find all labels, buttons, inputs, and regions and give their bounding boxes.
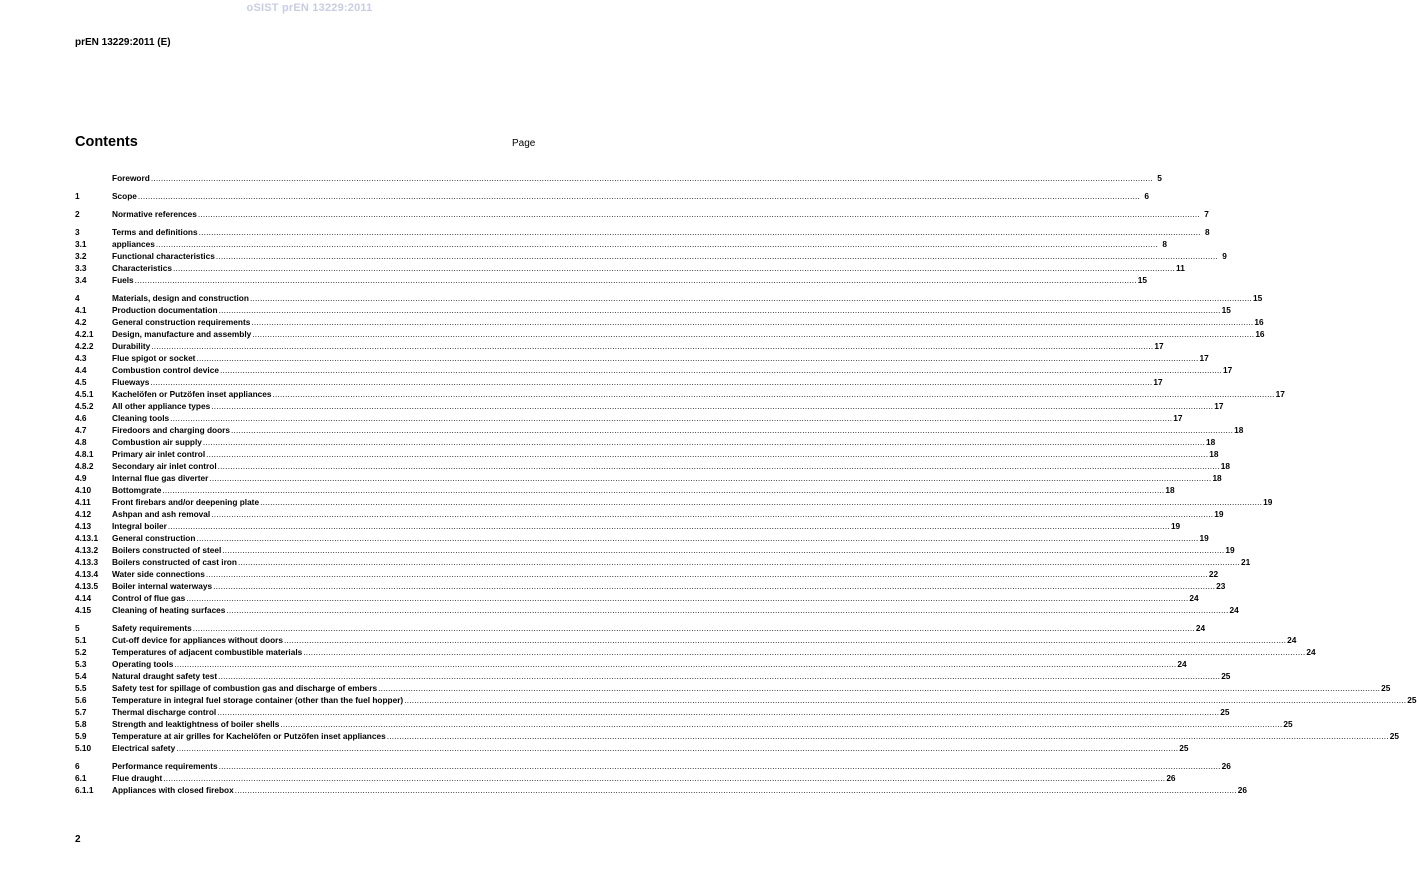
- toc-entry-page: 25: [1389, 731, 1400, 741]
- toc-entry-number: 4.11: [75, 497, 91, 507]
- toc-dot-leader: ................................................................................................................................................................................................................................................................................................................................................................................................................: [186, 593, 1189, 603]
- toc-dot-leader: ................................................................................................................................................................................................................................................................................................................................................................................................................: [198, 227, 1201, 237]
- toc-entry-number: 4.13.4: [75, 569, 99, 579]
- toc-entry-page: 18: [1205, 437, 1216, 447]
- toc-entry-page: 17: [1214, 401, 1224, 411]
- toc-entry[interactable]: [75, 238, 1167, 250]
- toc-entry[interactable]: [75, 226, 1210, 238]
- toc-entry-page: 9: [1222, 251, 1227, 261]
- toc-dot-leader: ................................................................................................................................................................................................................................................................................................................................................................................................................: [206, 449, 1209, 459]
- toc-entry[interactable]: [75, 556, 1251, 568]
- toc-entry-number: 4.3: [75, 353, 87, 363]
- toc-entry-number: 5.2: [75, 647, 87, 657]
- toc-entry[interactable]: [75, 250, 1227, 262]
- toc-entry[interactable]: [75, 364, 1233, 376]
- toc-entry-title: Operating tools: [112, 659, 174, 669]
- toc-entry-page: 15: [1253, 293, 1263, 303]
- toc-entry-page: 18: [1209, 449, 1219, 459]
- toc-entry-title: Flueways: [112, 377, 150, 387]
- toc-entry-title: Fuels: [112, 275, 134, 285]
- toc-entry-number: 4.1: [75, 305, 87, 315]
- toc-entry-page: 18: [1212, 473, 1222, 483]
- toc-entry-page: 17: [1223, 365, 1233, 375]
- toc-entry-title: Terms and definitions: [112, 227, 198, 237]
- toc-entry-page: 15: [1221, 305, 1231, 315]
- toc-entry[interactable]: [75, 742, 1189, 754]
- toc-dot-leader: ................................................................................................................................................................................................................................................................................................................................................................................................................: [174, 659, 1177, 669]
- toc-entry-number: 5.8: [75, 719, 87, 729]
- toc-dot-leader: ................................................................................................................................................................................................................................................................................................................................................................................................................: [162, 485, 1165, 495]
- toc-entry-title: Electrical safety: [112, 743, 176, 753]
- toc-entry-number: 6.1.1: [75, 785, 94, 795]
- toc-entry[interactable]: [75, 622, 1206, 634]
- toc-entry-page: 8: [1205, 227, 1210, 237]
- toc-dot-leader: ................................................................................................................................................................................................................................................................................................................................................................................................................: [249, 293, 1252, 303]
- toc-dot-leader: ................................................................................................................................................................................................................................................................................................................................................................................................................: [134, 275, 1137, 285]
- toc-entry-title: Safety test for spillage of combustion gas and discharge of embers: [112, 683, 378, 693]
- toc-dot-leader: ................................................................................................................................................................................................................................................................................................................................................................................................................: [197, 209, 1200, 219]
- toc-entry-number: 3: [75, 227, 80, 237]
- toc-entry[interactable]: [75, 730, 1400, 742]
- toc-entry-number: 4.4: [75, 365, 87, 375]
- toc-dot-leader: ................................................................................................................................................................................................................................................................................................................................................................................................................: [167, 521, 1170, 531]
- toc-dot-leader: ................................................................................................................................................................................................................................................................................................................................................................................................................: [196, 533, 1199, 543]
- toc-entry[interactable]: [75, 496, 1273, 508]
- toc-entry[interactable]: [75, 424, 1244, 436]
- toc-dot-leader: ................................................................................................................................................................................................................................................................................................................................................................................................................: [213, 581, 1216, 591]
- toc-entry-number: 1: [75, 191, 80, 201]
- toc-entry-title: Firedoors and charging doors: [112, 425, 231, 435]
- toc-entry-title: Cleaning of heating surfaces: [112, 605, 226, 615]
- toc-entry[interactable]: [75, 484, 1175, 496]
- toc-dot-leader: ................................................................................................................................................................................................................................................................................................................................................................................................................: [234, 785, 1237, 795]
- toc-dot-leader: ................................................................................................................................................................................................................................................................................................................................................................................................................: [150, 377, 1153, 387]
- toc-entry-page: 18: [1165, 485, 1175, 495]
- toc-entry-title: Combustion air supply: [112, 437, 202, 447]
- toc-dot-leader: ................................................................................................................................................................................................................................................................................................................................................................................................................: [176, 743, 1179, 753]
- toc-entry[interactable]: [75, 670, 1231, 682]
- toc-entry-page: 26: [1237, 785, 1248, 795]
- toc-entry[interactable]: [75, 436, 1216, 448]
- toc-dot-leader: ................................................................................................................................................................................................................................................................................................................................................................................................................: [150, 173, 1153, 183]
- toc-dot-leader: ................................................................................................................................................................................................................................................................................................................................................................................................................: [378, 683, 1381, 693]
- toc-entry[interactable]: [75, 706, 1230, 718]
- toc-entry-number: 4.8.1: [75, 449, 94, 459]
- toc-entry-page: 24: [1177, 659, 1187, 669]
- toc-entry-title: Bottomgrate: [112, 485, 162, 495]
- toc-entry[interactable]: [75, 532, 1209, 544]
- toc-entry-page: 26: [1221, 761, 1231, 771]
- toc-entry-title: Natural draught safety test: [112, 671, 218, 681]
- toc-dot-leader: ................................................................................................................................................................................................................................................................................................................................................................................................................: [151, 341, 1154, 351]
- toc-dot-leader: ................................................................................................................................................................................................................................................................................................................................................................................................................: [260, 497, 1263, 507]
- toc-entry-number: 4.13.2: [75, 545, 99, 555]
- toc-entry-page: 17: [1154, 341, 1164, 351]
- toc-entry-page: 7: [1204, 209, 1209, 219]
- toc-entry-title: Boilers constructed of cast iron: [112, 557, 237, 567]
- toc-dot-leader: ................................................................................................................................................................................................................................................................................................................................................................................................................: [192, 623, 1195, 633]
- toc-entry-page: 22: [1208, 569, 1219, 579]
- toc-entry[interactable]: [75, 172, 1162, 184]
- toc-entry-title: Safety requirements: [112, 623, 192, 633]
- contents-heading: Contents: [75, 134, 138, 150]
- toc-entry-number: 6.1: [75, 773, 87, 783]
- toc-entry-page: 26: [1166, 773, 1176, 783]
- toc-entry-title: Flue spigot or socket: [112, 353, 196, 363]
- toc-dot-leader: ................................................................................................................................................................................................................................................................................................................................................................................................................: [218, 761, 1221, 771]
- toc-entry[interactable]: [75, 580, 1226, 592]
- toc-entry[interactable]: [75, 718, 1293, 730]
- toc-entry[interactable]: [75, 412, 1183, 424]
- toc-entry-title: Temperatures of adjacent combustible materials: [112, 647, 303, 657]
- toc-entry[interactable]: [75, 340, 1164, 352]
- toc-dot-leader: ................................................................................................................................................................................................................................................................................................................................................................................................................: [202, 437, 1205, 447]
- toc-entry[interactable]: [75, 352, 1209, 364]
- toc-entry-page: 19: [1199, 533, 1209, 543]
- toc-dot-leader: ................................................................................................................................................................................................................................................................................................................................................................................................................: [215, 251, 1218, 261]
- toc-dot-leader: ................................................................................................................................................................................................................................................................................................................................................................................................................: [155, 239, 1158, 249]
- toc-entry-page: 24: [1189, 593, 1199, 603]
- toc-dot-leader: ................................................................................................................................................................................................................................................................................................................................................................................................................: [226, 605, 1229, 615]
- toc-dot-leader: ................................................................................................................................................................................................................................................................................................................................................................................................................: [222, 545, 1225, 555]
- toc-dot-leader: ................................................................................................................................................................................................................................................................................................................................................................................................................: [209, 473, 1212, 483]
- toc-entry-number: 3.4: [75, 275, 87, 285]
- toc-entry-page: 25: [1221, 671, 1231, 681]
- toc-dot-leader: ................................................................................................................................................................................................................................................................................................................................................................................................................: [386, 731, 1389, 741]
- toc-entry-number: 4.2.1: [75, 329, 94, 339]
- toc-dot-leader: ................................................................................................................................................................................................................................................................................................................................................................................................................: [217, 461, 1220, 471]
- toc-entry-number: 5.4: [75, 671, 87, 681]
- toc-entry[interactable]: [75, 388, 1285, 400]
- toc-entry-title: Boiler internal waterways: [112, 581, 213, 591]
- toc-entry-number: 4.13.1: [75, 533, 99, 543]
- toc-dot-leader: ................................................................................................................................................................................................................................................................................................................................................................................................................: [211, 509, 1214, 519]
- page-number: 2: [75, 834, 81, 845]
- toc-dot-leader: ................................................................................................................................................................................................................................................................................................................................................................................................................: [280, 719, 1283, 729]
- toc-entry-number: 4.13.3: [75, 557, 99, 567]
- toc-entry-number: 3.1: [75, 239, 87, 249]
- toc-entry[interactable]: [75, 544, 1235, 556]
- toc-entry[interactable]: [75, 460, 1230, 472]
- toc-dot-leader: ................................................................................................................................................................................................................................................................................................................................................................................................................: [170, 413, 1173, 423]
- toc-entry-title: Strength and leaktightness of boiler shells: [112, 719, 280, 729]
- toc-entry-page: 18: [1234, 425, 1244, 435]
- page-column-label: Page: [512, 138, 536, 149]
- toc-entry-number: 5.10: [75, 743, 92, 753]
- toc-dot-leader: ................................................................................................................................................................................................................................................................................................................................................................................................................: [404, 695, 1407, 705]
- toc-entry-number: 5.6: [75, 695, 87, 705]
- toc-entry-title: Cleaning tools: [112, 413, 170, 423]
- toc-entry-page: 24: [1195, 623, 1206, 633]
- toc-entry[interactable]: [75, 784, 1248, 796]
- toc-entry-title: Materials, design and construction: [112, 293, 249, 303]
- toc-entry-page: 8: [1162, 239, 1167, 249]
- toc-entry[interactable]: [75, 634, 1297, 646]
- toc-entry[interactable]: [75, 274, 1147, 286]
- toc-dot-leader: ................................................................................................................................................................................................................................................................................................................................................................................................................: [303, 647, 1306, 657]
- toc-entry-number: 4.2.2: [75, 341, 94, 351]
- toc-entry-title: Water side connections: [112, 569, 205, 579]
- toc-entry-number: 5.3: [75, 659, 87, 669]
- document-id: prEN 13229:2011 (E): [75, 37, 171, 48]
- toc-entry-number: 4.5: [75, 377, 87, 387]
- toc-entry-page: 11: [1176, 263, 1185, 273]
- toc-entry[interactable]: [75, 304, 1231, 316]
- toc-dot-leader: ................................................................................................................................................................................................................................................................................................................................................................................................................: [172, 263, 1176, 273]
- toc-entry-title: General construction requirements: [112, 317, 251, 327]
- toc-entry-title: Appliances with closed firebox: [112, 785, 234, 795]
- toc-entry-title: All other appliance types: [112, 401, 211, 411]
- toc-entry-number: 4.13: [75, 521, 92, 531]
- toc-entry-number: 4.2: [75, 317, 87, 327]
- toc-entry-page: 19: [1170, 521, 1181, 531]
- toc-entry-page: 25: [1407, 695, 1417, 705]
- toc-entry-title: Foreword: [112, 173, 150, 183]
- toc-entry-number: 5.9: [75, 731, 87, 741]
- toc-entry[interactable]: [75, 262, 1185, 274]
- table-of-contents: [75, 172, 1417, 796]
- toc-dot-leader: ................................................................................................................................................................................................................................................................................................................................................................................................................: [196, 353, 1199, 363]
- toc-entry-number: 2: [75, 209, 80, 219]
- toc-entry-page: 25: [1179, 743, 1189, 753]
- toc-entry-page: 25: [1381, 683, 1391, 693]
- toc-entry-title: General construction: [112, 533, 196, 543]
- toc-entry-title: Cut-off device for appliances without doors: [112, 635, 284, 645]
- toc-dot-leader: ................................................................................................................................................................................................................................................................................................................................................................................................................: [284, 635, 1287, 645]
- toc-entry[interactable]: [75, 208, 1209, 220]
- toc-entry-title: Design, manufacture and assembly: [112, 329, 252, 339]
- toc-entry-page: 23: [1216, 581, 1226, 591]
- toc-entry-page: 19: [1225, 545, 1235, 555]
- toc-entry-page: 21: [1241, 557, 1251, 567]
- toc-entry-number: 4.6: [75, 413, 87, 423]
- toc-entry-number: 4.8.2: [75, 461, 94, 471]
- toc-entry-page: 17: [1153, 377, 1163, 387]
- toc-entry[interactable]: [75, 568, 1219, 580]
- toc-dot-leader: ................................................................................................................................................................................................................................................................................................................................................................................................................: [251, 317, 1254, 327]
- toc-entry-title: Kachelöfen or Putzöfen inset appliances: [112, 389, 272, 399]
- toc-entry[interactable]: [75, 472, 1222, 484]
- toc-entry[interactable]: [75, 658, 1187, 670]
- toc-dot-leader: ................................................................................................................................................................................................................................................................................................................................................................................................................: [219, 365, 1223, 375]
- toc-entry-title: Control of flue gas: [112, 593, 186, 603]
- toc-entry-title: Secondary air inlet control: [112, 461, 217, 471]
- toc-entry-page: 17: [1173, 413, 1183, 423]
- toc-dot-leader: ................................................................................................................................................................................................................................................................................................................................................................................................................: [237, 557, 1241, 567]
- toc-entry-number: 4.15: [75, 605, 92, 615]
- toc-entry-page: 16: [1255, 329, 1265, 339]
- toc-entry-page: 19: [1214, 509, 1224, 519]
- toc-entry-number: 3.3: [75, 263, 87, 273]
- toc-entry[interactable]: [75, 328, 1265, 340]
- toc-entry-title: Primary air inlet control: [112, 449, 206, 459]
- toc-dot-leader: ................................................................................................................................................................................................................................................................................................................................................................................................................: [217, 707, 1220, 717]
- toc-entry[interactable]: [75, 604, 1239, 616]
- toc-entry-number: 4.9: [75, 473, 87, 483]
- toc-entry[interactable]: [75, 448, 1219, 460]
- toc-entry-page: 15: [1137, 275, 1147, 285]
- toc-entry-title: Combustion control device: [112, 365, 219, 375]
- toc-entry[interactable]: [75, 682, 1391, 694]
- toc-dot-leader: ................................................................................................................................................................................................................................................................................................................................................................................................................: [218, 305, 1221, 315]
- watermark: oSIST prEN 13229:2011: [246, 2, 373, 14]
- toc-entry-title: Thermal discharge control: [112, 707, 217, 717]
- toc-entry-page: 16: [1254, 317, 1264, 327]
- toc-dot-leader: ................................................................................................................................................................................................................................................................................................................................................................................................................: [272, 389, 1275, 399]
- toc-entry[interactable]: [75, 760, 1231, 772]
- toc-entry[interactable]: [75, 592, 1199, 604]
- toc-entry[interactable]: [75, 400, 1224, 412]
- toc-entry-title: Boilers constructed of steel: [112, 545, 222, 555]
- toc-entry[interactable]: [75, 772, 1176, 784]
- toc-entry[interactable]: [75, 646, 1316, 658]
- toc-entry-page: 25: [1283, 719, 1293, 729]
- toc-entry[interactable]: [75, 190, 1149, 202]
- toc-dot-leader: ................................................................................................................................................................................................................................................................................................................................................................................................................: [163, 773, 1166, 783]
- toc-entry-title: Production documentation: [112, 305, 218, 315]
- toc-entry-page: 24: [1287, 635, 1297, 645]
- toc-entry-number: 4.8: [75, 437, 87, 447]
- toc-dot-leader: ................................................................................................................................................................................................................................................................................................................................................................................................................: [231, 425, 1234, 435]
- toc-dot-leader: ................................................................................................................................................................................................................................................................................................................................................................................................................: [211, 401, 1214, 411]
- toc-entry-number: 4.7: [75, 425, 87, 435]
- toc-entry-number: 4.5.1: [75, 389, 94, 399]
- toc-entry-number: 6: [75, 761, 80, 771]
- toc-entry-page: 19: [1263, 497, 1273, 507]
- toc-entry-page: 25: [1220, 707, 1230, 717]
- toc-entry-number: 5.1: [75, 635, 87, 645]
- toc-entry-number: 4.14: [75, 593, 92, 603]
- toc-entry-page: 17: [1199, 353, 1209, 363]
- toc-entry-number: 4.12: [75, 509, 92, 519]
- toc-entry-title: Internal flue gas diverter: [112, 473, 209, 483]
- toc-entry-title: Characteristics: [112, 263, 172, 273]
- toc-dot-leader: ................................................................................................................................................................................................................................................................................................................................................................................................................: [218, 671, 1221, 681]
- toc-entry-page: 24: [1306, 647, 1316, 657]
- toc-entry-number: 4.13.5: [75, 581, 99, 591]
- toc-entry-number: 4: [75, 293, 80, 303]
- toc-entry-title: Integral boiler: [112, 521, 167, 531]
- toc-entry-title: Ashpan and ash removal: [112, 509, 211, 519]
- toc-entry-title: Front firebars and/or deepening plate: [112, 497, 260, 507]
- toc-entry-number: 5.5: [75, 683, 87, 693]
- toc-entry[interactable]: [75, 376, 1163, 388]
- toc-dot-leader: ................................................................................................................................................................................................................................................................................................................................................................................................................: [137, 191, 1140, 201]
- toc-dot-leader: ................................................................................................................................................................................................................................................................................................................................................................................................................: [205, 569, 1208, 579]
- toc-entry-number: 5: [75, 623, 80, 633]
- toc-entry-page: 6: [1144, 191, 1149, 201]
- toc-entry-title: appliances: [112, 239, 155, 249]
- toc-entry-title: Flue draught: [112, 773, 163, 783]
- toc-entry-title: Normative references: [112, 209, 197, 219]
- toc-entry-page: 18: [1220, 461, 1230, 471]
- toc-entry-title: Temperature in integral fuel storage container (other than the fuel hopper): [112, 695, 404, 705]
- toc-entry[interactable]: [75, 316, 1264, 328]
- toc-entry-number: 4.5.2: [75, 401, 94, 411]
- toc-entry[interactable]: [75, 292, 1263, 304]
- toc-entry-number: 3.2: [75, 251, 87, 261]
- toc-dot-leader: ................................................................................................................................................................................................................................................................................................................................................................................................................: [252, 329, 1255, 339]
- toc-entry-title: Scope: [112, 191, 137, 201]
- toc-entry[interactable]: [75, 520, 1181, 532]
- toc-entry[interactable]: [75, 694, 1417, 706]
- toc-entry-page: 5: [1157, 173, 1162, 183]
- toc-entry-title: Functional characteristics: [112, 251, 215, 261]
- toc-entry-number: 4.10: [75, 485, 92, 495]
- toc-entry-title: Performance requirements: [112, 761, 218, 771]
- toc-entry[interactable]: [75, 508, 1224, 520]
- toc-entry-number: 5.7: [75, 707, 87, 717]
- toc-entry-title: Durability: [112, 341, 151, 351]
- toc-entry-page: 24: [1229, 605, 1239, 615]
- toc-entry-title: Temperature at air grilles for Kachelöfen or Putzöfen inset appliances: [112, 731, 386, 741]
- toc-entry-page: 17: [1275, 389, 1285, 399]
